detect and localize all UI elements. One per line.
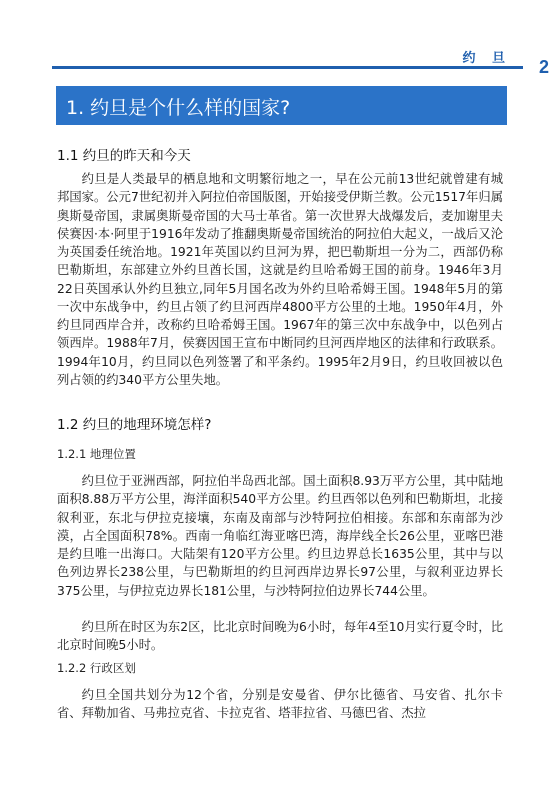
- chapter-title: 1. 约旦是个什么样的国家?: [66, 97, 291, 119]
- body-paragraph-timezone: 约旦所在时区为东2区，比北京时间晚为6小时，每年4至10月实行夏令时，比北京时间晚5小时。: [57, 620, 503, 653]
- section-heading-1-2: 1.2 约旦的地理环境怎样?: [57, 417, 212, 433]
- header-rule: [52, 66, 523, 69]
- running-title: 约 旦: [462, 51, 511, 66]
- page-number: 2: [538, 57, 549, 77]
- body-paragraph-location: 约旦位于亚洲西部，阿拉伯半岛西北部。国土面积8.93万平方公里，其中陆地面积8.88万平方公里，海洋面积540平方公里。约旦西邻以色列和巴勒斯坦，北接叙利亚，东北与伊拉克接壤，东南及南部与沙特阿拉伯相接。东部和东南部为沙漠，占全国面积78%。西南一角临红海亚喀巴湾，海岸线全长26公里，亚喀巴港是约旦唯一出海口。大陆架有120平方公里。约旦边界总长1635公里，其中与以色列边界长238公里，与巴勒斯坦的约旦河西岸边界长97公里，与叙利亚边界长375公里，与伊拉克边界长181公里，与沙特阿拉伯边界长744公里。: [57, 474, 503, 598]
- section-heading-1-1: 1.1 约旦的昨天和今天: [57, 148, 191, 164]
- chapter-title-bar: [56, 86, 507, 125]
- subsection-heading-1-2-1: 1.2.1 地理位置: [57, 447, 136, 461]
- subsection-heading-1-2-2: 1.2.2 行政区划: [57, 661, 136, 675]
- body-paragraph-history: 约旦是人类最早的栖息地和文明繁衍地之一，早在公元前13世纪就曾建有城邦国家。公元7世纪初并入阿拉伯帝国版图，开始接受伊斯兰教。公元1517年归属奥斯曼帝国，隶属奥斯曼帝国的大马士革省。第一次世界大战爆发后，麦加谢里夫侯赛因·本·阿里于1916年发动了推翻奥斯曼帝国统治的阿拉伯大起义，一战后又沦为英国委任统治地。1921年英国以约旦河为界，把巴勒斯坦一分为二，西部仍称巴勒斯坦，东部建立外约旦酋长国，这就是约旦哈希姆王国的前身。1946年3月22日英国承认外约旦独立,同年5月国名改为外约旦哈希姆王国。1948年5月的第一次中东战争中，约旦占领了约旦河西岸4800平方公里的土地。1950年4月，外约旦同西岸合并，改称约旦哈希姆王国。1967年的第三次中东战争中，以色列占领西岸。1988年7月，侯赛因国王宣布中断同约旦河西岸地区的法律和行政联系。1994年10月，约旦同以色列签署了和平条约。1995年2月9日，约旦收回被以色列占领的约340平方公里失地。: [57, 172, 503, 387]
- body-paragraph-admin: 约旦全国共划分为12个省，分别是安曼省、伊尔比德省、马安省、扎尔卡省、拜勒加省、马弗拉克省、卡拉克省、塔菲拉省、马德巴省、杰拉: [57, 688, 503, 721]
